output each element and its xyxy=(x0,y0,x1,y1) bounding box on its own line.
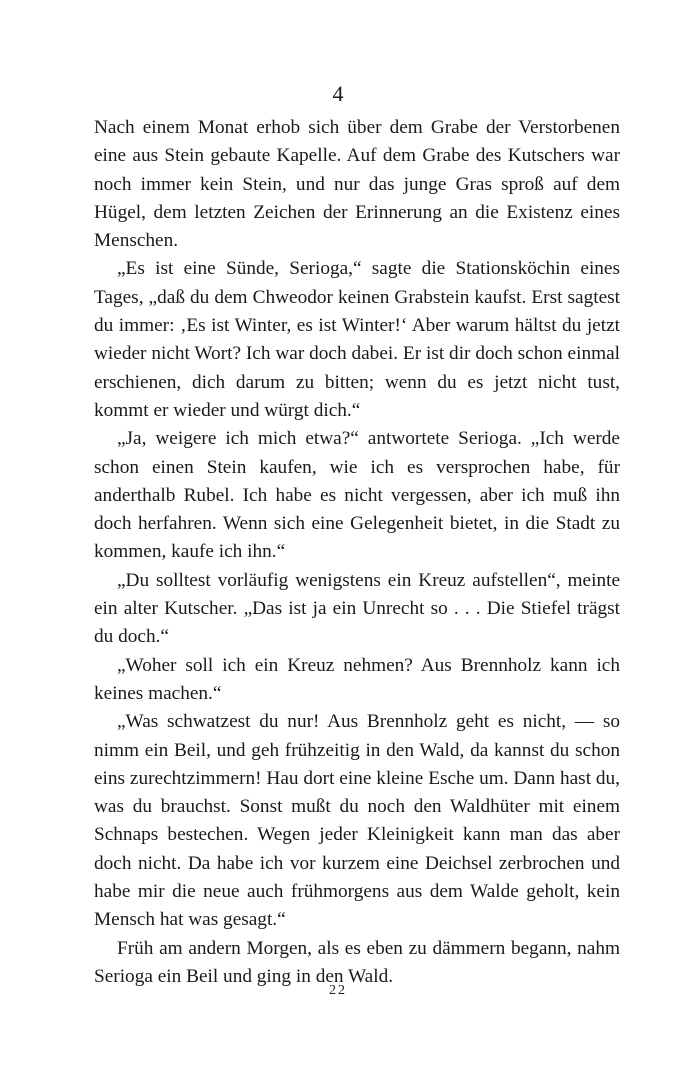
body-text xyxy=(94,114,620,991)
paragraph: „Was schwatzest du nur! Aus Brennholz geht es nicht, — so nimm ein Beil, und geh frühzeitig in den Wald, da kannst du schon eins zurechtzimmern! Hau dort eine kleine Esche um. Dann hast du, was du brauchst. Sonst mußt du noch den Waldhüter mit einem Schnaps bestechen. Wegen jeder Kleinigkeit kann man das aber doch nicht. Da habe ich vor kurzem eine Deichsel zerbrochen und habe mir die neue auch frühmorgens aus dem Walde geholt, kein Mensch hat was gesagt.“ xyxy=(94,711,620,931)
page-number: 22 xyxy=(329,983,347,998)
paragraph: Nach einem Monat erhob sich über dem Grabe der Verstorbenen eine aus Stein gebaute Kapelle. Auf dem Grabe des Kutschers war noch immer kein Stein, und nur das junge Gras sproß auf dem Hügel, dem letzten Zeichen der Erinnerung an die Existenz eines Menschen. xyxy=(94,117,620,252)
paragraph: „Woher soll ich ein Kreuz nehmen? Aus Brennholz kann ich keines machen.“ xyxy=(94,654,620,704)
paragraph: „Ja, weigere ich mich etwa?“ antwortete Serioga. „Ich werde schon einen Stein kaufen, wie ich es versprochen habe, für anderthalb Rubel. Ich habe es nicht vergessen, aber ich muß ihn doch herfahren. Wenn sich eine Gelegenheit bietet, in die Stadt zu kommen, kaufe ich ihn.“ xyxy=(94,428,620,563)
paragraph: Früh am andern Morgen, als es eben zu dämmern begann, nahm Serioga ein Beil und ging in den Wald. xyxy=(94,937,620,987)
chapter-number: 4 xyxy=(332,81,344,106)
paragraph: „Du solltest vorläufig wenigstens ein Kreuz aufstellen“, meinte ein alter Kutscher. „Das ist ja ein Unrecht so . . . Die Stiefel trägst du doch.“ xyxy=(94,569,620,648)
paragraph: „Es ist eine Sünde, Serioga,“ sagte die Stationsköchin eines Tages, „daß du dem Chweodor keinen Grabstein kaufst. Erst sagtest du immer: ‚Es ist Winter, es ist Winter!‘ Aber warum hältst du jetzt wieder nicht Wort? Ich war doch dabei. Er ist dir doch schon einmal erschienen, dich darum zu bitten; wenn du es jetzt nicht tust, kommt er wieder und würgt dich.“ xyxy=(94,258,620,421)
